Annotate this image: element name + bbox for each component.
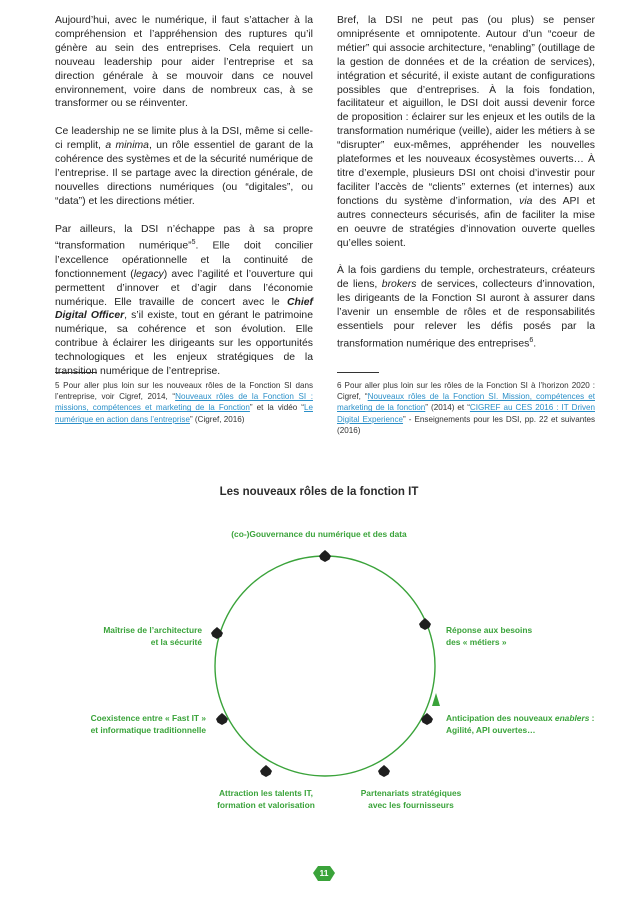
footnote-5-link-1[interactable]: Nouveaux rôles de la Fonction SI : missions, compétences et marketing de la Fonction (55, 392, 313, 413)
node-lower-right-icon (421, 713, 433, 725)
label-fast-it: Coexistence entre « Fast IT » et informatique traditionnelle (90, 713, 206, 735)
cycle-nodes (211, 550, 433, 777)
label-governance: (co-)Gouvernance du numérique et des data (231, 529, 407, 539)
left-paragraph-2: Ce leadership ne se limite plus à la DSI, même si celle-ci remplit, a minima, un rôle essentiel de garant de la cohérence des systèmes et de la sécurité numérique de l’entreprise. Il se partage avec la direction générale, de nouvelles directions numériques (ou “digitales”, ou “data”) et les directions métier. (55, 126, 313, 207)
label-enablers: Anticipation des nouveaux enablers : Agilité, API ouvertes… (446, 713, 595, 735)
left-paragraph-3: Par ailleurs, la DSI n’échappe pas à sa propre “transformation numérique”$^5$. Elle doit concilier l’excellence opérationnelle et la continuité de fonctionnement (legacy) avec l’agilité et l’ouverture qui permettent d’innover et d’agir dans l’économie numérique. Elle travaille de concert avec le Chief Digital Officer, s’il existe, tout en gérant le patrimoine numérique, sa cohérence et son évolution. Elle contribue à éclairer les dirigeants sur les opportunités technologiques et les enjeux stratégiques de la transition numérique de l’entreprise. (55, 223, 313, 378)
cycle-arrow-icon (432, 693, 440, 706)
node-top-icon (319, 550, 331, 562)
footnote-5: 5 Pour aller plus loin sur les nouveaux rôles de la Fonction SI dans l’entreprise, voir Cigref, 2014, “Nouveaux rôles de la Fonction SI : missions, compétences et marketing de la Fonction” et la vidéo “Le numérique en action dans l’entreprise” (Cigref, 2016) (55, 381, 313, 424)
node-bottom-right-icon (378, 765, 390, 777)
label-talents: Attraction les talents IT, formation et valorisation (217, 788, 315, 810)
cycle-circle (215, 556, 435, 776)
footnote-5-link-2[interactable]: Le numérique en action dans l’entreprise (55, 403, 313, 424)
left-paragraph-1: Aujourd’hui, avec le numérique, il faut s’attacher à la compréhension et l’appréhension des ruptures qu’il génère au sein des entreprises. Cela requiert un nouveau leadership pour aider l’entreprise et sa direction générale à se mouvoir dans ce nouvel environnement, voire dans de nombreux cas, à se transformer ou se réinventer. (55, 15, 313, 110)
page-number: 11 (319, 868, 329, 878)
footnote-6-link-1[interactable]: Nouveaux rôles de la Fonction SI. Mission, compétences et marketing de la fonction (337, 392, 595, 413)
right-paragraph-1: Bref, la DSI ne peut pas (ou plus) se penser omniprésente et omnipotente. Autour d’un “coeur de métier” qui associe architecture, “enabling” (outillage de la gestion de données et de la création de services), intégration et sécurité, il existe autant de configurations possibles que d’entreprises. À la fois fondation, facilitateur et aiguillon, le DSI doit aussi devenir force de proposition : éclairer sur les enjeux et les outils de la transformation numérique (veille), aider les métiers à se “disrupter” eux-mêmes, appréhender les nouvelles plateformes et les nouveaux écosystèmes ouverts… À titre d’exemple, plusieurs DSI ont choisi d’investir pour faciliter l’accès de “clients” externes (et internes) aux fonctions du système d’information, via des API et autres connecteurs sécurisés, afin de faciliter la mise en oeuvre de stratégies d’innovation ouverte quelles qu’elles soient. (337, 15, 595, 249)
diagram-title: Les nouveaux rôles de la fonction IT (219, 486, 419, 498)
footnote-6-link-2[interactable]: CIGREF au CES 2016 : IT Driven Digital Experience (337, 403, 595, 424)
footnote-ref-5[interactable]: 5 (191, 239, 196, 247)
node-bottom-left-icon (260, 765, 272, 777)
node-upper-right-icon (419, 618, 431, 630)
label-partnerships: Partenariats stratégiques avec les fournisseurs (360, 788, 462, 810)
label-business-needs: Réponse aux besoins des « métiers » (446, 625, 533, 647)
footnote-6: 6 Pour aller plus loin sur les rôles de la Fonction SI à l’horizon 2020 : Cigref, “Nouveaux rôles de la Fonction SI. Mission, compétences et marketing de la fonction” (2014) et “CIGREF au CES 2016 : IT Driven Digital Experience” - Enseignements pour les DSI, pp. 22 et suivantes (2016) (337, 381, 596, 435)
label-architecture-security: Maîtrise de l’architecture et la sécurité (103, 625, 202, 647)
right-paragraph-2: À la fois gardiens du temple, orchestrateurs, créateurs de liens, brokers de services, collecteurs d’innovation, les dirigeants de la Fonction SI auront à assurer dans l’avenir un ensemble de rôles et de responsabilités essentiels pour relever les défis posés par la transformation numérique des entreprises$^6$. (337, 265, 595, 350)
footnote-ref-6[interactable]: 6 (529, 336, 534, 344)
